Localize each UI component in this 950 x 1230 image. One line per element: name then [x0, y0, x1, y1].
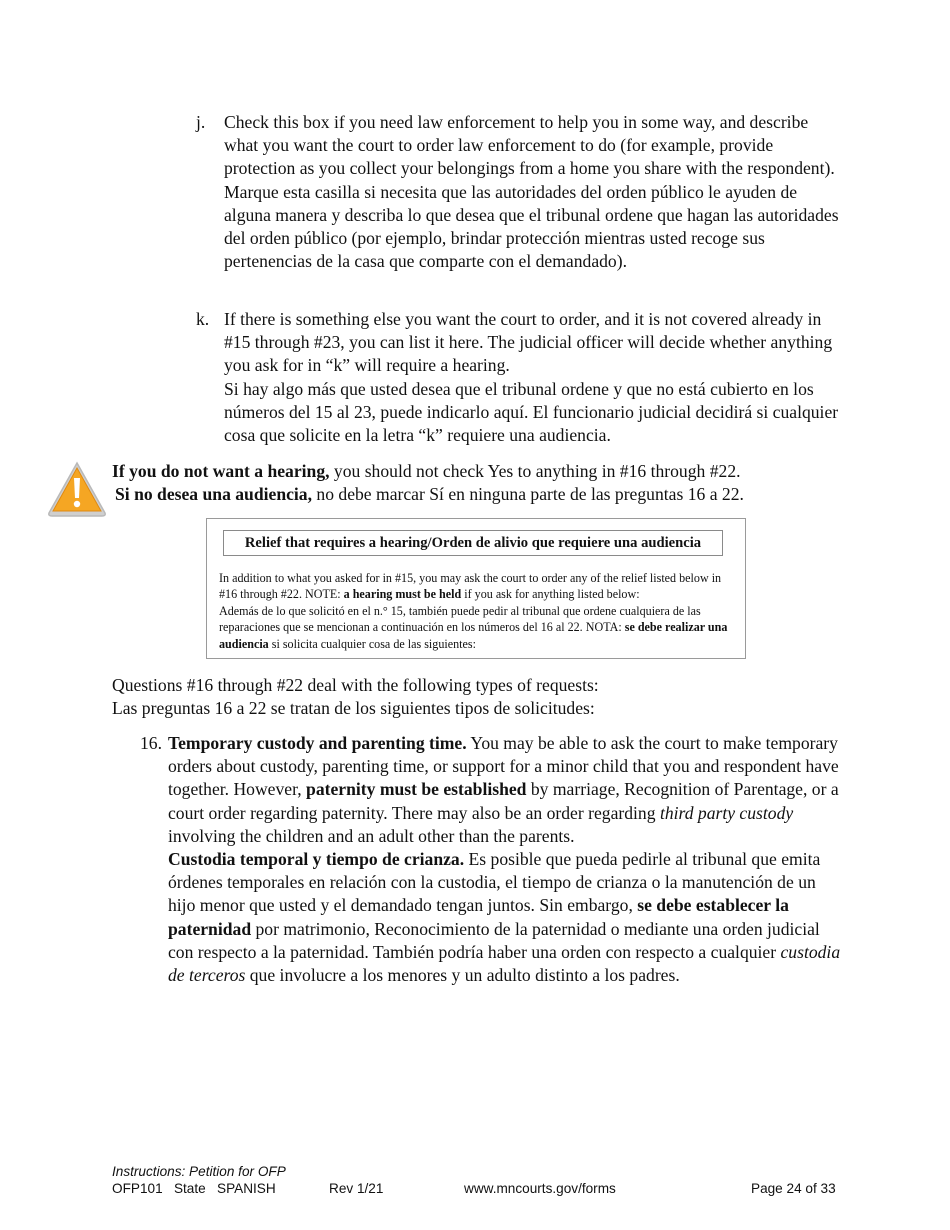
questions-english: Questions #16 through #22 deal with the following types of requests: — [112, 675, 599, 695]
question-item-16 — [140, 732, 845, 987]
item-16-spanish-text-2: por matrimonio, Reconocimiento de la paternidad o mediante una orden judicial con respecto a la paternidad. También podría haber una orden con respecto a cualquier — [168, 918, 820, 962]
warning-english — [112, 460, 872, 483]
questions-spanish: Las preguntas 16 a 22 se tratan de los siguientes tipos de solicitudes: — [112, 698, 595, 719]
item-16-english-italic: third party custody — [659, 802, 794, 823]
footer-form-id: OFP101 State SPANISH — [112, 1181, 276, 1196]
warning-english-bold: If you do not want a hearing, — [112, 461, 330, 481]
item-marker: j. — [196, 112, 206, 132]
item-16-spanish-italic: custodia de terceros — [168, 941, 841, 986]
item-16-spanish-text-1: Es posible que pueda pedirle al tribunal que emita órdenes temporales en relación con la custodia, el tiempo de crianza o la manutención de un hijo menor que usted y el demandado tengan juntos. Sin embargo, — [168, 849, 821, 916]
relief-box-title: Relief that requires a hearing/Orden de alivio que requiere una audiencia — [223, 530, 723, 556]
item-16-spanish — [168, 848, 845, 987]
item-16-spanish-bold: se debe establecer la paternidad — [168, 895, 789, 939]
footer-url[interactable]: www.mncourts.gov/forms — [464, 1181, 616, 1196]
warning-english-rest: you should not check Yes to anything in #16 through #22. — [329, 461, 741, 481]
item-k-spanish: Si hay algo más que usted desea que el tribunal ordene y que no está cubierto en los números del 15 al 23, puede indicarlo aquí. El funcionario judicial decidirá si cualquier cosa que solicite en la letra “k” requiere una audiencia. — [224, 378, 839, 446]
questions-intro — [112, 674, 599, 720]
item-j-english: Check this box if you need law enforcement to help you in some way, and describe what you want the court to order law enforcement to do (for example, provide protection as you collect your belongings from a home you share with the respondent). — [224, 112, 835, 179]
item-marker: k. — [196, 309, 210, 329]
item-marker: 16. — [140, 733, 162, 753]
item-16-english-text-2: by marriage, Recognition of Parentage, or a court order regarding paternity. There may also be an order regarding — [168, 779, 839, 823]
relief-english-text: In addition to what you asked for in #15, you may ask the court to order any of the relief listed below in #16 through #22. NOTE: — [219, 571, 722, 602]
relief-english — [219, 570, 741, 603]
item-16-spanish-text-3: que involucre a los menores y un adulto distinto a los padres. — [245, 965, 680, 986]
instruction-item-k — [196, 308, 846, 447]
hearing-warning — [112, 460, 872, 506]
footer-page-number: Page 24 of 33 — [751, 1181, 836, 1196]
relief-info-box — [206, 518, 746, 659]
relief-box-body — [219, 570, 741, 652]
page-footer — [112, 1163, 842, 1197]
warning-icon — [46, 460, 108, 518]
item-16-english-text-1: You may be able to ask the court to make temporary orders about custody, parenting time, or support for a minor child that you and respondent have together. However, — [168, 733, 839, 800]
footer-row — [112, 1180, 842, 1197]
relief-english-text-2: if you ask for anything listed below: — [461, 587, 640, 602]
item-16-heading-english: Temporary custody and parenting time. — [168, 733, 467, 753]
warning-spanish — [112, 483, 872, 506]
relief-spanish-text: Además de lo que solicitó en el n.° 15, también puede pedir al tribunal que ordene cualquiera de las reparaciones que se mencionan a continuación en los números del 16 al 22. NOTA: — [219, 603, 701, 635]
relief-english-bold: a hearing must be held — [343, 587, 462, 602]
relief-spanish-text-2: si solicita cualquier cosa de las siguientes: — [268, 636, 476, 651]
item-16-english-bold: paternity must be established — [306, 779, 527, 800]
item-j-spanish: Marque esta casilla si necesita que las autoridades del orden público le ayuden de alguna manera y describa lo que desea que el tribunal ordene que hagan las autoridades del orden público (por ejemplo, brindar protección mientras usted recoge sus pertenencias de la casa que comparte con el demandado). — [224, 181, 839, 272]
instruction-item-j — [196, 111, 846, 273]
item-16-english — [168, 732, 845, 848]
warning-spanish-rest: no debe marcar Sí en ninguna parte de las preguntas 16 a 22. — [312, 484, 744, 505]
item-16-english-text-3: involving the children and an adult other than the parents. — [168, 825, 575, 846]
item-16-heading-spanish: Custodia temporal y tiempo de crianza. — [168, 849, 465, 870]
item-k-english: If there is something else you want the court to order, and it is not covered already in #15 through #23, you can list it here. The judicial officer will decide whether anything you ask for in “k” will require a hearing. — [224, 309, 833, 376]
footer-revision: Rev 1/21 — [329, 1181, 384, 1196]
relief-spanish-bold: se debe realizar una audiencia — [219, 620, 728, 651]
relief-spanish — [219, 603, 741, 652]
warning-spanish-bold: Si no desea una audiencia, — [115, 484, 313, 505]
footer-title: Instructions: Petition for OFP — [112, 1164, 286, 1179]
